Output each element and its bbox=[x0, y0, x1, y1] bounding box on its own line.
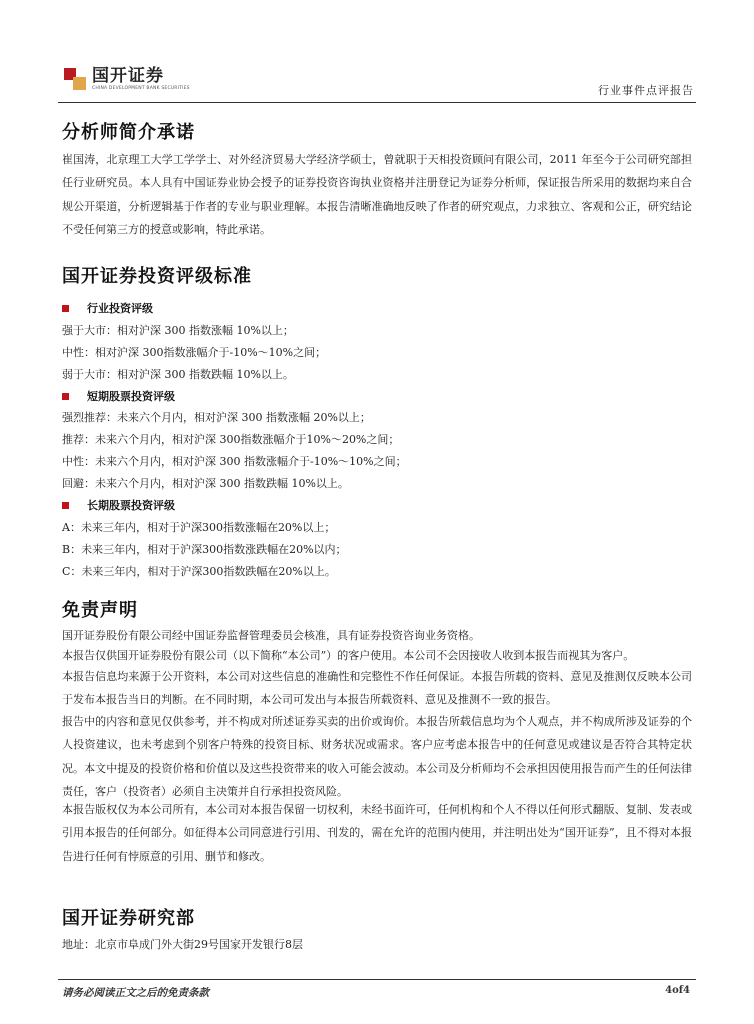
bullet-icon bbox=[62, 502, 69, 509]
industry-rating-line: 强于大市：相对沪深 300 指数涨幅 10%以上； bbox=[62, 324, 294, 337]
analyst-section-title: 分析师简介承诺 bbox=[62, 122, 195, 143]
short-term-rating-line: 中性：未来六个月内，相对沪深 300 指数涨幅介于-10%～10%之间； bbox=[62, 455, 407, 468]
disclaimer-paragraph: 报告中的内容和意见仅供参考，并不构成对所述证券买卖的出价或询价。本报告所载信息均为个人观点，并不构成所涉及证券的个人投资建议，也未考虑到个别客户特殊的投资目标、财务状况或需求。客户应考虑本报告中的任何意见或建议是否符合其特定状况。本文中提及的投资价格和价值以及这些投资带来的收入可能会波动。本公司及分析师均不会承担因使用报告而产生的任何法律责任，客户（投资者）必须自主决策并自行承担投资风险。 bbox=[62, 715, 692, 799]
industry-rating-line: 弱于大市：相对沪深 300 指数跌幅 10%以上。 bbox=[62, 368, 294, 381]
short-term-rating-line: 推荐：未来六个月内，相对沪深 300指数涨幅介于10%～20%之间； bbox=[62, 433, 400, 446]
disclaimer-paragraph: 本报告信息均来源于公开资料，本公司对这些信息的准确性和完整性不作任何保证。本报告所载的资料、意见及推测仅反映本公司于发布本报告当日的判断。在不同时期，本公司可发出与本报告所载资料、意见及推测不一致的报告。 bbox=[62, 670, 692, 707]
bullet-icon bbox=[62, 393, 69, 400]
research-section-title: 国开证券研究部 bbox=[62, 908, 195, 929]
footer-notice: 请务必阅读正文之后的免责条款 bbox=[62, 987, 209, 999]
long-term-rating-line: A：未来三年内，相对于沪深300指数涨幅在20%以上； bbox=[62, 521, 336, 534]
footer-divider bbox=[58, 979, 696, 980]
logo-mark-icon bbox=[64, 68, 86, 90]
report-type: 行业事件点评报告 bbox=[598, 84, 694, 97]
short-term-rating-heading: 短期股票投资评级 bbox=[62, 388, 175, 404]
disclaimer-paragraph: 本报告仅供国开证券股份有限公司（以下简称“本公司”）的客户使用。本公司不会因接收人收到本报告而视其为客户。 bbox=[62, 649, 635, 662]
long-term-rating-line: B：未来三年内，相对于沪深300指数涨跌幅在20%以内； bbox=[62, 543, 347, 556]
long-term-rating-line: C：未来三年内，相对于沪深300指数跌幅在20%以上。 bbox=[62, 565, 336, 578]
short-term-rating-line: 强烈推荐：未来六个月内，相对沪深 300 指数涨幅 20%以上； bbox=[62, 411, 371, 424]
page-header bbox=[58, 62, 696, 103]
long-term-rating-heading: 长期股票投资评级 bbox=[62, 497, 175, 513]
industry-rating-heading: 行业投资评级 bbox=[62, 300, 153, 316]
short-term-rating-line: 回避：未来六个月内，相对沪深 300 指数跌幅 10%以上。 bbox=[62, 477, 349, 490]
industry-rating-line: 中性：相对沪深 300指数涨幅介于-10%～10%之间； bbox=[62, 346, 327, 359]
research-address: 地址：北京市阜成门外大街29号国家开发银行8层 bbox=[62, 938, 303, 951]
disclaimer-section-title: 免责声明 bbox=[62, 600, 138, 621]
page-number: 4of4 bbox=[665, 985, 690, 996]
bullet-icon bbox=[62, 305, 69, 312]
logo-name: 国开证券 bbox=[92, 66, 164, 86]
disclaimer-paragraph: 国开证券股份有限公司经中国证券监督管理委员会核准，具有证券投资咨询业务资格。 bbox=[62, 629, 480, 642]
disclaimer-paragraph: 本报告版权仅为本公司所有，本公司对本报告保留一切权利，未经书面许可，任何机构和个人不得以任何形式翻版、复制、发表或引用本报告的任何部分。如征得本公司同意进行引用、刊发的，需在允许的范围内使用，并注明出处为“国开证券”，且不得对本报告进行任何有悖原意的引用、删节和修改。 bbox=[62, 803, 692, 863]
logo-english: CHINA DEVELOPMENT BANK SECURITIES bbox=[92, 86, 190, 91]
analyst-paragraph: 崔国涛，北京理工大学工学学士、对外经济贸易大学经济学硕士，曾就职于天相投资顾问有限公司，2011 年至今于公司研究部担任行业研究员。本人具有中国证券业协会授予的证券投资咨询执业资格并注册登记为证券分析师，保证报告所采用的数据均来自合规公开渠道，分析逻辑基于作者的专业与职业理解。本报告清晰准确地反映了作者的研究观点，力求独立、客观和公正，研究结论不受任何第三方的授意或影响，特此承诺。 bbox=[62, 153, 692, 237]
company-logo bbox=[64, 66, 190, 92]
rating-section-title: 国开证券投资评级标准 bbox=[62, 266, 252, 287]
